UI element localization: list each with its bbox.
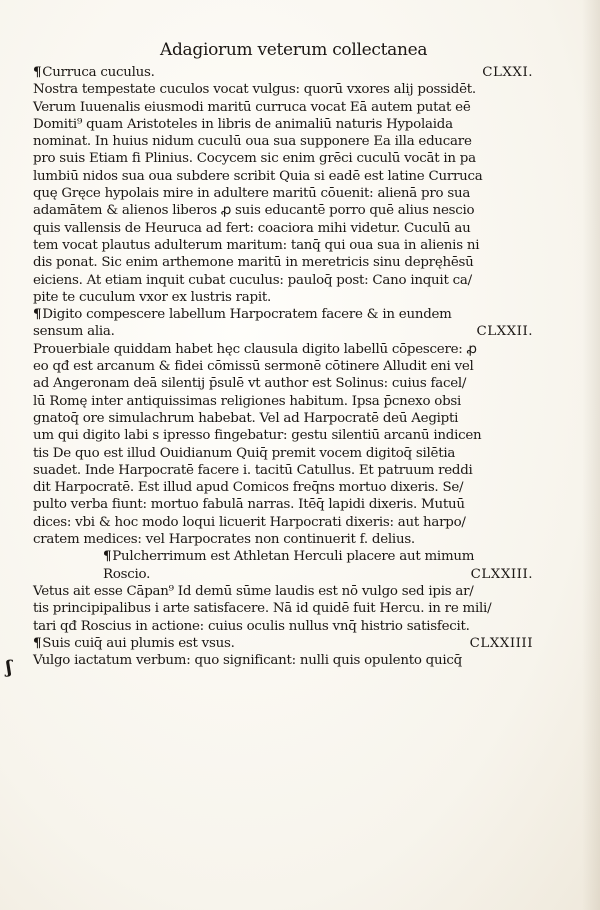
pilcrow-mark: ¶ — [33, 306, 42, 323]
adage-number: CLXXI. — [482, 65, 533, 80]
line-text: tis De quo est illud Ouidianum Quiq̄ premit vocem digitoq̄ silētia — [33, 445, 456, 461]
text-line — [33, 427, 533, 444]
pilcrow-mark: ¶ — [33, 64, 42, 80]
text-line — [33, 202, 533, 219]
text-line — [33, 462, 533, 479]
text-line — [33, 150, 533, 167]
pilcrow-mark: ¶ — [103, 548, 112, 565]
entry-heading-line — [33, 635, 533, 652]
entry-heading-line — [33, 548, 533, 565]
line-text: Suis cuiq̄ aui plumis est vsus. — [42, 635, 235, 651]
line-text: dis ponat. Sic enim arthemone maritū in meretricis sinu depręhēsū — [33, 255, 474, 271]
line-text: tis principipalibus i arte satisfacere. Nā id quidē fuit Hercu. in re mili/ — [33, 601, 492, 617]
line-text: pulto verba fiunt: mortuo fabulā narras. Itēq̄ lapidi dixeris. Mutuū — [33, 497, 465, 513]
entry-heading-line — [33, 306, 533, 323]
line-text: quę Gręce hypolais mire in adultere maritū cōuenit: alienā pro sua — [33, 186, 471, 202]
line-text: lumbiū nidos sua oua subdere scribit Quia si eadē est latine Curruca — [33, 168, 483, 184]
text-line — [33, 99, 533, 116]
page-edge-shadow — [582, 0, 600, 910]
line-text: nominat. In huius nidum cuculū oua sua supponere Ea illa educare — [33, 134, 472, 150]
line-text: tari qđ Roscius in actione: cuius oculis nullus vnq̄ histrio satisfecit. — [33, 618, 470, 634]
line-text: eiciens. At etiam inquit cubat cuculus: pauloq̄ post: Cano inquit ca/ — [33, 272, 472, 288]
text-line — [33, 341, 533, 358]
line-text: dices: vbi & hoc modo loqui licuerit Harpocrati dixeris: aut harpo/ — [33, 514, 466, 530]
line-text: lū Romę inter antiquissimas religiones habitum. Ipsa p̄cnexo obsi — [33, 393, 462, 409]
line-text: Verum Iuuenalis eiusmodi maritū curruca vocat Eā autem putat eē — [33, 99, 471, 115]
text-line — [33, 133, 533, 150]
text-line — [33, 116, 533, 133]
text-line — [33, 479, 533, 496]
line-text: gnatoq̄ ore simulachrum habebat. Vel ad Harpocratē deū Aegipti — [33, 410, 459, 426]
line-text: pro suis Etiam fi Plinius. Cocycem sic enim grēci cuculū vocāt in pa — [33, 151, 476, 167]
text-line — [33, 600, 533, 617]
entry-heading-line — [33, 323, 533, 340]
line-text: Curruca cuculus. — [42, 65, 155, 80]
text-line — [33, 272, 533, 289]
adage-number: CLXXII. — [476, 324, 533, 340]
adage-number: CLXXIII. — [470, 566, 533, 582]
line-text: ad Angeronam deā silentij p̄sulē vt author est Solinus: cuius facel/ — [33, 376, 467, 392]
line-text: Digito compescere labellum Harpocratem facere & in eundem — [42, 307, 452, 323]
text-line — [33, 358, 533, 375]
text-line — [33, 496, 533, 513]
text-line — [33, 185, 533, 202]
line-text: Prouerbiale quiddam habet hęc clausula digito labellū cōpescere: ꝓ — [33, 341, 477, 357]
line-text: Nostra tempestate cuculos vocat vulgus: quorū vxores alij possidēt. — [33, 82, 476, 98]
text-line — [33, 375, 533, 392]
line-text: dit Harpocratē. Est illud apud Comicos freq̄ns mortuo dixeris. Se/ — [33, 480, 464, 496]
text-line — [33, 445, 533, 462]
text-line — [33, 652, 533, 669]
text-line — [33, 410, 533, 427]
line-text: sensum alia. — [33, 324, 115, 340]
text-block — [33, 64, 533, 669]
text-line — [33, 583, 533, 600]
line-text: Vulgo iactatum verbum: quo significant: nulli quis opulento quicq̄ — [33, 653, 462, 669]
line-text: suadet. Inde Harpocratē facere i. tacitū Catullus. Et patruum reddi — [33, 462, 473, 478]
text-line — [33, 168, 533, 185]
entry-heading-line — [33, 64, 533, 81]
line-text: Pulcherrimum est Athletan Herculi placere aut mimum — [112, 549, 475, 565]
margin-mark: ʃ — [6, 657, 12, 678]
entry-heading-line — [33, 566, 533, 583]
text-line — [33, 81, 533, 98]
text-line — [33, 618, 533, 635]
adage-number: CLXXIIII — [469, 635, 533, 651]
line-text: um qui digito labi s ipresso fingebatur: gestu silentiū arcanū indicen — [33, 428, 482, 444]
text-line — [33, 254, 533, 271]
line-text: Domiti⁹ quam Aristoteles in libris de animaliū naturis Hypolaida — [33, 116, 453, 132]
line-text: Roscio. — [103, 566, 151, 582]
line-text: eo qđ est arcanum & fidei cōmissū sermonē cōtinere Alludit eni vel — [33, 359, 474, 375]
running-head: Adagiorum veterum collectanea — [160, 40, 428, 60]
line-text: adamātem & alienos liberos ꝓ suis educantē porro quē alius nescio — [33, 203, 475, 219]
text-line — [33, 220, 533, 237]
text-line — [33, 289, 533, 306]
text-line — [33, 393, 533, 410]
text-line — [33, 237, 533, 254]
line-text: quis vallensis de Heuruca ad fert: coaciora mihi videtur. Cuculū au — [33, 220, 471, 236]
line-text: pite te cuculum vxor ex lustris rapit. — [33, 289, 272, 305]
text-line — [33, 514, 533, 531]
line-text: Vetus ait esse Cāpan⁹ Id demū sūme laudis est nō vulgo sed ipis ar/ — [33, 583, 474, 599]
line-text: cratem medices: vel Harpocrates non continuerit f. delius. — [33, 532, 415, 548]
text-line — [33, 531, 533, 548]
pilcrow-mark: ¶ — [33, 634, 42, 651]
line-text: tem vocat plautus adulterum maritum: tanq̄ qui oua sua in alienis ni — [33, 237, 480, 253]
